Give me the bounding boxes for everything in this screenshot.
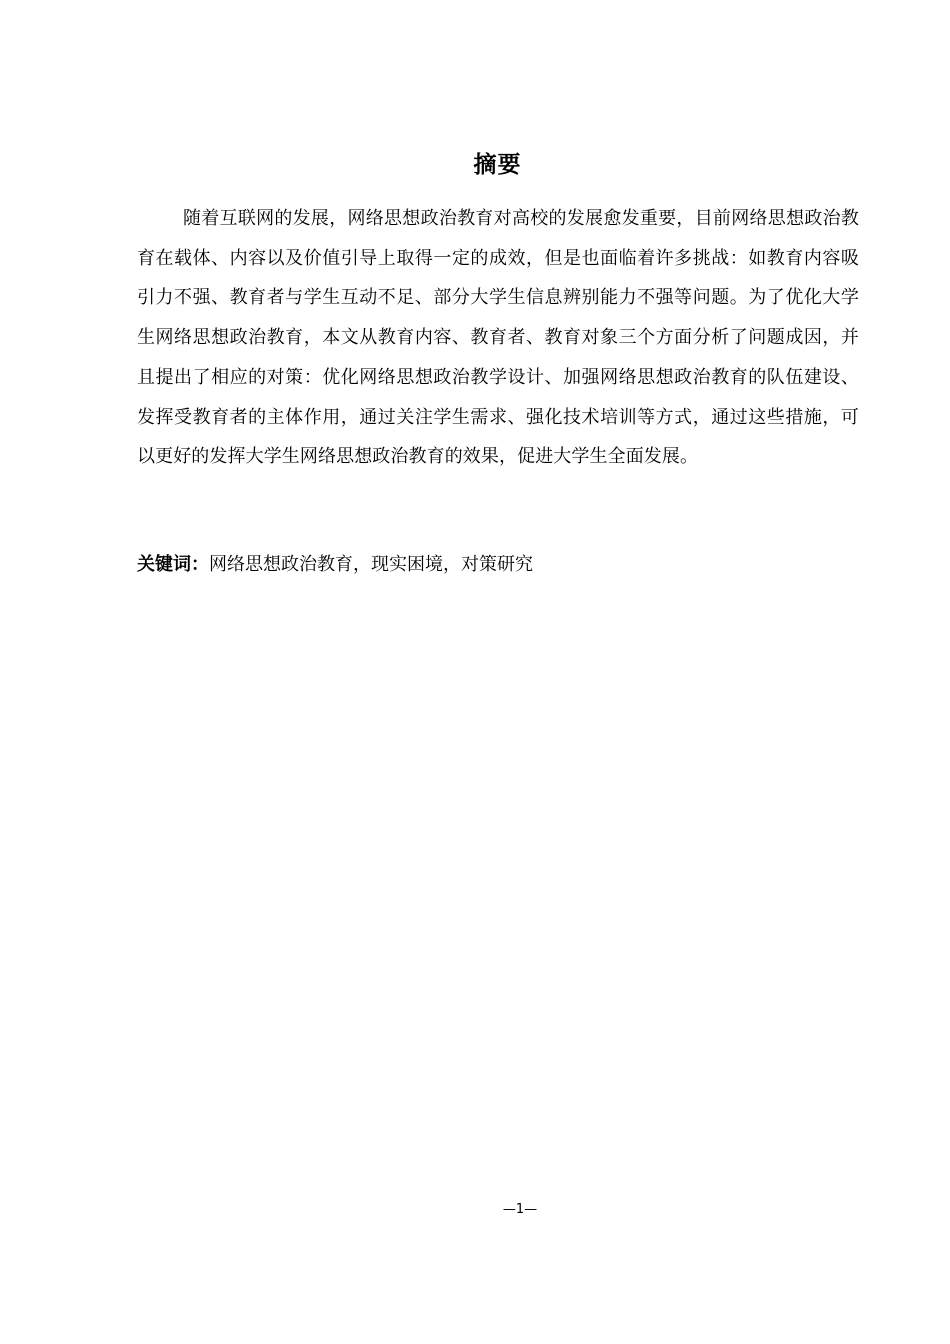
keywords-text: 网络思想政治教育，现实困境，对策研究 — [209, 554, 533, 575]
keywords-label: 关键词： — [137, 554, 209, 575]
keywords-line — [137, 547, 859, 583]
abstract-title: 摘要 — [473, 152, 522, 178]
page-number: —1— — [502, 1202, 538, 1217]
abstract-body: 随着互联网的发展，网络思想政治教育对高校的发展愈发重要，目前网络思想政治教育在载体、内容以及价值引导上取得一定的成效，但是也面临着许多挑战：如教育内容吸引力不强、教育者与学生互动不足、部分大学生信息辨别能力不强等问题。为了优化大学生网络思想政治教育，本文从教育内容、教育者、教育对象三个方面分析了问题成因，并且提出了相应的对策：优化网络思想政治教学设计、加强网络思想政治教育的队伍建设、发挥受教育者的主体作用，通过关注学生需求、强化技术培训等方式，通过这些措施，可以更好的发挥大学生网络思想政治教育的效果，促进大学生全面发展。 — [137, 208, 859, 468]
